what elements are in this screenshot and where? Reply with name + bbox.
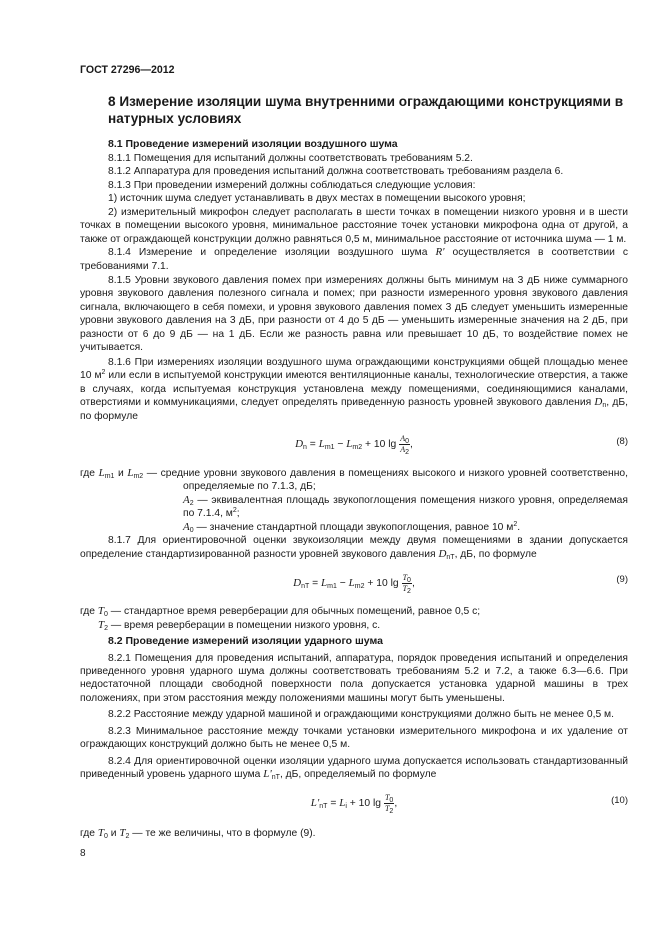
fraction: [399, 434, 410, 455]
paragraph-8-2-3: 8.2.3 Минимальное расстояние между точками установки измерительного микрофона и их удаление от ограждающих конструкций должно быть не менее 0,5 м.: [80, 725, 628, 751]
sym: T: [98, 618, 105, 631]
sub: m2: [352, 444, 363, 452]
sym: A: [183, 493, 190, 506]
sup: 2: [513, 520, 518, 528]
where-8-l: [80, 467, 628, 494]
text: , дБ, по формуле: [80, 397, 628, 422]
formula-8: [80, 426, 628, 464]
sub: n: [602, 402, 607, 410]
sub: 0: [189, 526, 194, 534]
sub: 2: [407, 587, 411, 595]
sub: 0: [104, 611, 108, 619]
formula-number: (8): [616, 435, 628, 447]
op: + 10 lg: [364, 577, 399, 589]
section-8-title: 8 Измерение изоляции шума внутренними ограждающими конструкциями в натурных условиях: [108, 94, 624, 127]
document-page: [80, 64, 628, 840]
paragraph-8-1-2: 8.1.2 Аппаратура для проведения испытаний должна соответствовать требованиям раздела 6.: [108, 166, 564, 178]
text: 8.1.6 При измерениях изоляции воздушного шума ограждающими конструкциями общей площадью менее 10 м: [80, 356, 628, 382]
text: — эквивалентная площадь звукопоглощения помещения низкого уровня, определяемая по 7.1.4, м: [183, 494, 628, 520]
formula-9: [80, 564, 628, 602]
sym: L: [318, 438, 325, 451]
sub: m1: [324, 444, 335, 452]
formula-10: [80, 785, 628, 823]
text: ;: [236, 508, 240, 520]
op: ,: [394, 798, 398, 810]
paragraph-8-1-1: 8.1.1 Помещения для испытаний должны соответствовать требованиям 5.2.: [108, 152, 473, 164]
sym: T: [97, 826, 105, 839]
sub: 0: [104, 832, 108, 840]
fraction: [384, 793, 394, 814]
op: −: [334, 439, 347, 451]
sym: T: [384, 804, 390, 814]
sub: 2: [189, 499, 194, 507]
sub: 2: [389, 808, 394, 816]
formula-number: (10): [611, 794, 628, 806]
sub: m2: [354, 582, 365, 590]
op: + 10 lg: [346, 798, 381, 810]
sub: i: [345, 803, 347, 811]
sub: m2: [133, 472, 144, 480]
paragraph-8-2-4: [80, 755, 628, 782]
sym: D: [295, 438, 304, 451]
text: — значение стандартной площади звукопоглощения, равное 10 м: [193, 521, 514, 533]
formula-body: [293, 573, 415, 594]
sub: m1: [327, 582, 337, 590]
sub: m1: [104, 472, 115, 480]
sym: T: [97, 605, 105, 618]
text: 8.2.4 Для ориентировочной оценки изоляции ударного шума допускается использовать стандартизованный приведенный уровень ударного шума: [80, 755, 628, 781]
sub: nT: [319, 803, 328, 811]
where-9-t0: [80, 605, 628, 618]
text: 8.1.4 Измерение и определение изоляции воздушного шума: [108, 247, 436, 259]
sub: 2: [104, 624, 109, 632]
paragraph-8-1-6: [80, 356, 628, 423]
paragraph-8-1-3: 8.1.3 При проведении измерений должны соблюдаться следующие условия:: [108, 179, 476, 191]
sub: nT: [301, 582, 310, 590]
sym: L: [346, 438, 353, 451]
sub: 2: [125, 832, 130, 840]
sub: 2: [405, 449, 410, 457]
text: или если в испытуемой конструкции имеются вентиляционные каналы, технологические отверстия, а также в случаях, когда испытуемая конструкция установлена между помещениями, соединяющимися каналами, отверстиями и коммуникациями, следует определять приведенную разность уровней звукового давления: [80, 370, 628, 409]
text: .: [517, 521, 521, 533]
text: осуществляется в соответствии с требованиями 7.1.: [80, 247, 628, 272]
paragraph-8-2-1: 8.2.1 Помещения для проведения испытаний, аппаратура, порядок проведения испытаний и определения приведенного уровня ударного шума должны соответствовать требованиям 5.2 и 7.2, а также 6.3—6.6. При недостаточной площади свободной поверхности пола допускается установка ударной машины в трех положениях, при этом расстояния между положениями машины могут быть уменьшены.: [80, 652, 628, 704]
text: , дБ, по формуле: [454, 548, 537, 560]
text: где: [80, 827, 98, 839]
text: — те же величины, что в формуле (9).: [129, 827, 316, 839]
sub: 0: [407, 576, 411, 584]
document-header: ГОСТ 27296—2012: [80, 64, 175, 76]
sym: A: [400, 434, 406, 444]
symbol: R': [435, 246, 445, 259]
text: — средние уровни звукового давления в помещениях высокого и низкого уровней соответственно, определяемые по 7.1.3, дБ;: [143, 467, 628, 493]
section-8-1-title: 8.1 Проведение измерений изоляции воздушного шума: [108, 138, 398, 151]
sym: T: [402, 583, 408, 593]
where-8-a0: [80, 521, 628, 534]
list-item-1: 1) источник шума следует устанавливать в двух местах в помещении высокого уровня;: [108, 193, 526, 205]
sym: T: [402, 572, 408, 582]
formula-body: [311, 793, 397, 814]
symbol: D: [594, 396, 603, 409]
where-9-t2: [80, 619, 628, 632]
sym: L': [263, 768, 272, 781]
formula-body: [295, 434, 413, 455]
sym: T: [119, 826, 126, 839]
where-10: [80, 827, 628, 840]
text: где: [80, 467, 99, 479]
sub: nT: [446, 553, 455, 561]
page-number: 8: [80, 848, 86, 859]
text: где: [80, 606, 98, 618]
text: — время реверберации в помещении низкого уровня, с.: [108, 619, 381, 631]
list-item-2: 2) измерительный микрофон следует располагать в шести точках в помещении низкого уровня и в шести точках в помещении высокого уровня, минимальное расстояние точек установки микрофона одна от другой, а также от ограждающей конструкции должно равняться 0,5 м, минимальное расстояние от источника шума — 1 м.: [80, 206, 628, 245]
op: =: [327, 798, 340, 810]
formula-number: (9): [616, 574, 628, 586]
op: =: [309, 577, 322, 589]
sym: L: [98, 466, 105, 479]
sub: 0: [405, 438, 410, 446]
paragraph-8-2-2: 8.2.2 Расстояние между ударной машиной и ограждающими конструкциями должно быть не менее 0,5 м.: [108, 709, 614, 721]
sym: L: [348, 576, 355, 589]
sym: A: [400, 445, 406, 455]
sym: L: [321, 576, 328, 589]
paragraph-8-1-5: 8.1.5 Уровни звукового давления помех при измерениях должны быть минимум на 3 дБ ниже суммарного уровня звукового давления полезного сигнала и помех; при разности измеренного уровня звукового давления сигнала, включающего в себя помехи, и уровня звукового давления помех 3 дБ следует уменьшить измеренные уровни звукового давления на 3 дБ, при разности от 4 до 5 дБ — уменьшить измеренные значения на 2 дБ, при разности от 6 до 9 дБ — на 1 дБ. Если же разность равна или превышает 10 дБ, то воздействие помех не учитывается.: [80, 274, 628, 354]
text: и: [114, 467, 128, 479]
text: — стандартное время реверберации для обычных помещений, равное 0,5 с;: [107, 606, 481, 618]
text: и: [107, 827, 120, 839]
op: −: [336, 577, 349, 589]
sym: L: [127, 466, 134, 479]
sym: D: [438, 547, 447, 560]
sym: L': [310, 797, 320, 810]
sub: n: [303, 444, 307, 452]
text: , дБ, определяемый по формуле: [279, 769, 437, 781]
sym: A: [183, 520, 190, 533]
section-8-2-title: 8.2 Проведение измерений изоляции ударного шума: [108, 635, 383, 648]
sup: 2: [101, 369, 106, 377]
sub: nT: [271, 774, 280, 782]
paragraph-8-1-4: [80, 246, 628, 273]
op: ,: [411, 577, 415, 589]
sym: L: [339, 797, 346, 810]
op: ,: [410, 439, 413, 451]
sym: D: [293, 576, 302, 589]
text: 8.1.7 Для ориентировочной оценки звукоизоляции между двумя помещениями в здании допускается определение стандартизированной разности уровней звукового давления: [80, 535, 628, 560]
paragraph-8-1-7: [80, 534, 628, 561]
where-8-a2: [80, 494, 628, 521]
sup: 2: [232, 507, 237, 515]
fraction: [402, 573, 412, 594]
op: =: [306, 439, 319, 451]
op: + 10 lg: [362, 439, 397, 451]
sym: T: [384, 793, 390, 803]
sub: 0: [389, 797, 394, 805]
